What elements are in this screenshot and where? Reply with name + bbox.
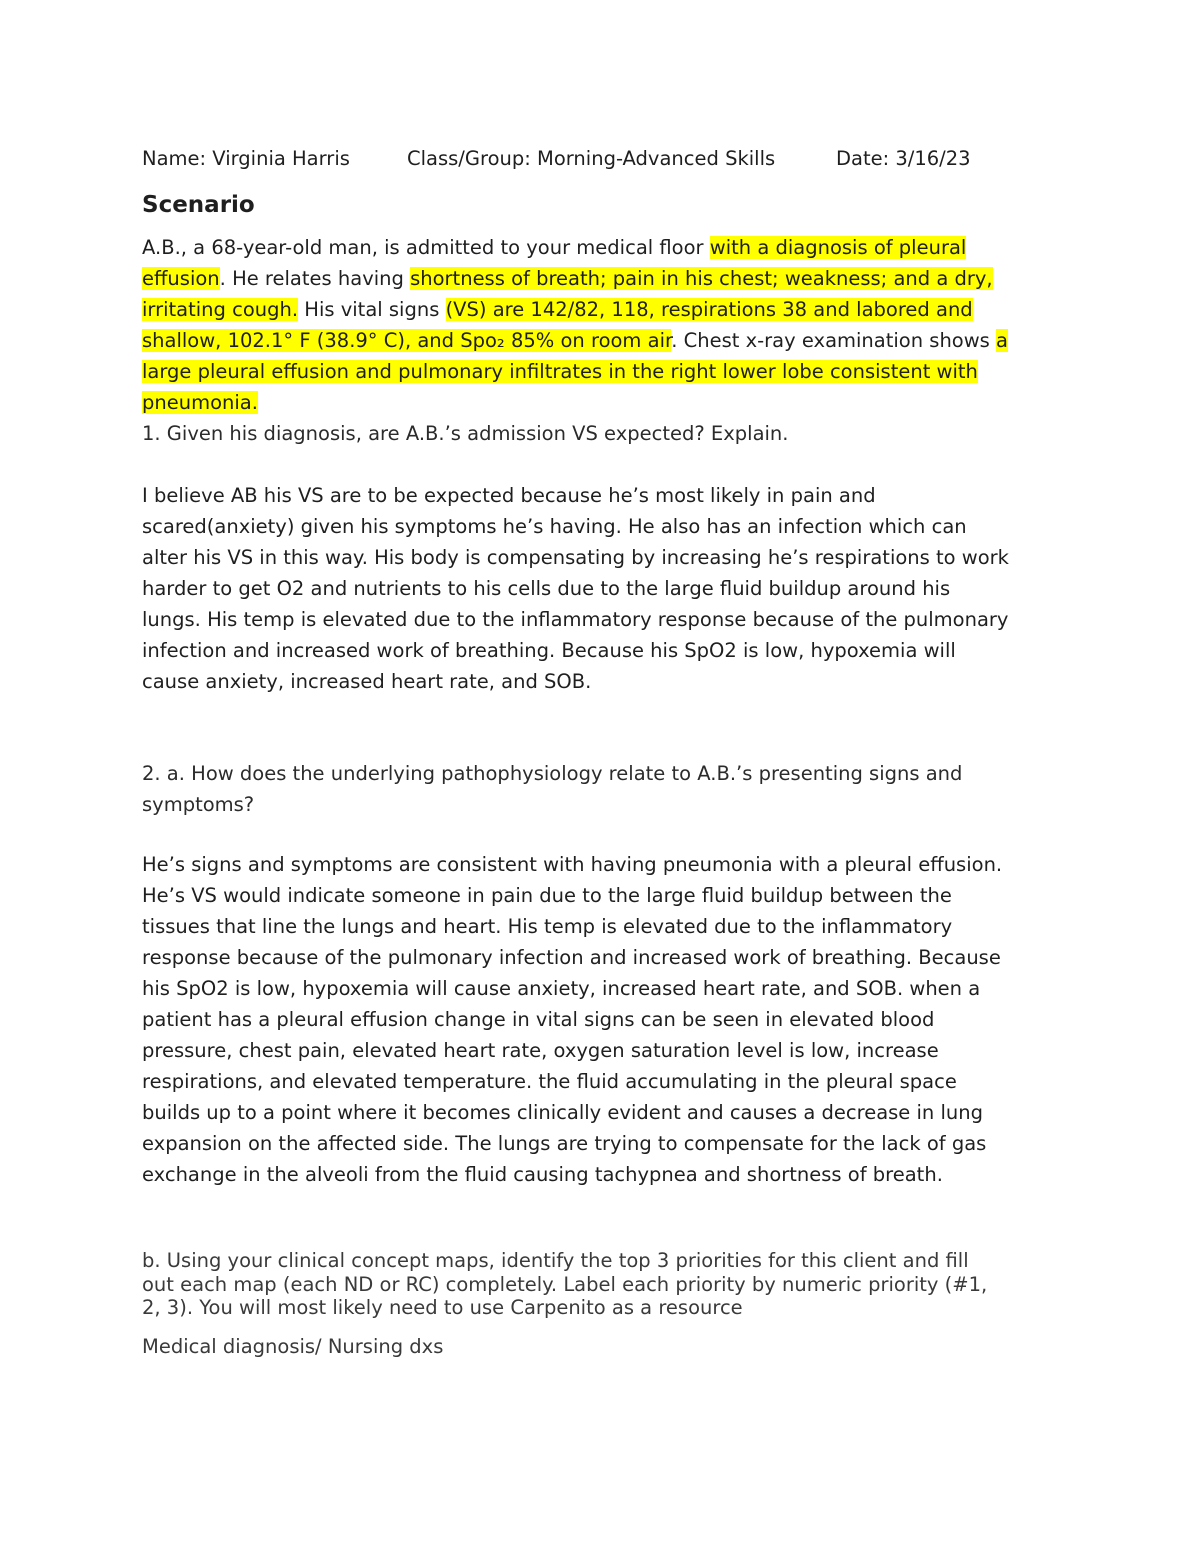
text-run: His vital signs: [298, 298, 446, 321]
answer-line: scared(anxiety) given his symptoms he’s having. He also has an infection which can: [142, 515, 967, 538]
answer-line: He’s VS would indicate someone in pain due to the large fluid buildup between the: [142, 884, 952, 907]
answer-line: infection and increased work of breathing. Because his SpO2 is low, hypoxemia will: [142, 639, 956, 662]
scenario-line: [142, 360, 978, 383]
highlighted-text: with a diagnosis of pleural: [709, 236, 967, 259]
scenario-line: [142, 236, 966, 259]
answer-line: respirations, and elevated temperature. the fluid accumulating in the pleural space: [142, 1070, 957, 1093]
scenario-line: [142, 298, 973, 321]
scenario-heading: Scenario: [142, 192, 255, 218]
answer-line: exchange in the alveoli from the fluid causing tachypnea and shortness of breath.: [142, 1163, 943, 1186]
medical-diagnosis-label: Medical diagnosis/ Nursing dxs: [142, 1335, 444, 1358]
text-run: . He relates having: [219, 267, 411, 290]
answer-line: harder to get O2 and nutrients to his cells due to the large fluid buildup around his: [142, 577, 951, 600]
highlighted-text: a: [996, 329, 1008, 352]
question-line: b. Using your clinical concept maps, identify the top 3 priorities for this client and fill: [142, 1249, 969, 1272]
scenario-line: [142, 329, 1008, 352]
answer-line: alter his VS in this way. His body is compensating by increasing he’s respirations to work: [142, 546, 1009, 569]
highlighted-text: irritating cough.: [142, 298, 299, 321]
scenario-line: [142, 391, 258, 414]
answer-line: tissues that line the lungs and heart. His temp is elevated due to the inflammatory: [142, 915, 953, 938]
question-1: 1. Given his diagnosis, are A.B.’s admission VS expected? Explain.: [142, 422, 789, 445]
answer-line: lungs. His temp is elevated due to the inflammatory response because of the pulmonary: [142, 608, 1009, 631]
answer-line: expansion on the affected side. The lungs are trying to compensate for the lack of gas: [142, 1132, 987, 1155]
answer-line: pressure, chest pain, elevated heart rate, oxygen saturation level is low, increase: [142, 1039, 939, 1062]
highlighted-text: large pleural effusion and pulmonary infiltrates in the right lower lobe consistent with: [142, 360, 978, 383]
question-line: symptoms?: [142, 793, 255, 816]
class-group: Class/Group: Morning-Advanced Skills: [407, 147, 776, 170]
question-line: 2. a. How does the underlying pathophysiology relate to A.B.’s presenting signs and: [142, 762, 963, 785]
answer-line: cause anxiety, increased heart rate, and SOB.: [142, 670, 592, 693]
highlighted-text: shortness of breath; pain in his chest; weakness; and a dry,: [410, 267, 993, 290]
highlighted-text: shallow, 102.1° F (38.9° C), and Spo₂ 85% on room air: [142, 329, 672, 352]
highlighted-text: effusion: [142, 267, 220, 290]
text-run: A.B., a 68-year-old man, is admitted to your medical floor: [142, 236, 710, 259]
answer-line: He’s signs and symptoms are consistent with having pneumonia with a pleural effusion.: [142, 853, 1003, 876]
answer-line: I believe AB his VS are to be expected because he’s most likely in pain and: [142, 484, 876, 507]
document-date: Date: 3/16/23: [836, 147, 971, 170]
highlighted-text: (VS) are 142/82, 118, respirations 38 and labored and: [445, 298, 973, 321]
answer-line: response because of the pulmonary infection and increased work of breathing. Because: [142, 946, 1001, 969]
answer-line: patient has a pleural effusion change in vital signs can be seen in elevated blood: [142, 1008, 935, 1031]
student-name: Name: Virginia Harris: [142, 147, 350, 170]
answer-line: his SpO2 is low, hypoxemia will cause anxiety, increased heart rate, and SOB. when a: [142, 977, 981, 1000]
question-line: 2, 3). You will most likely need to use Carpenito as a resource: [142, 1296, 743, 1319]
scenario-line: [142, 267, 993, 290]
text-run: . Chest x-ray examination shows: [671, 329, 997, 352]
highlighted-text: pneumonia.: [142, 391, 258, 414]
question-line: out each map (each ND or RC) completely. Label each priority by numeric priority (#1,: [142, 1272, 988, 1296]
answer-line: builds up to a point where it becomes clinically evident and causes a decrease in lung: [142, 1101, 983, 1124]
